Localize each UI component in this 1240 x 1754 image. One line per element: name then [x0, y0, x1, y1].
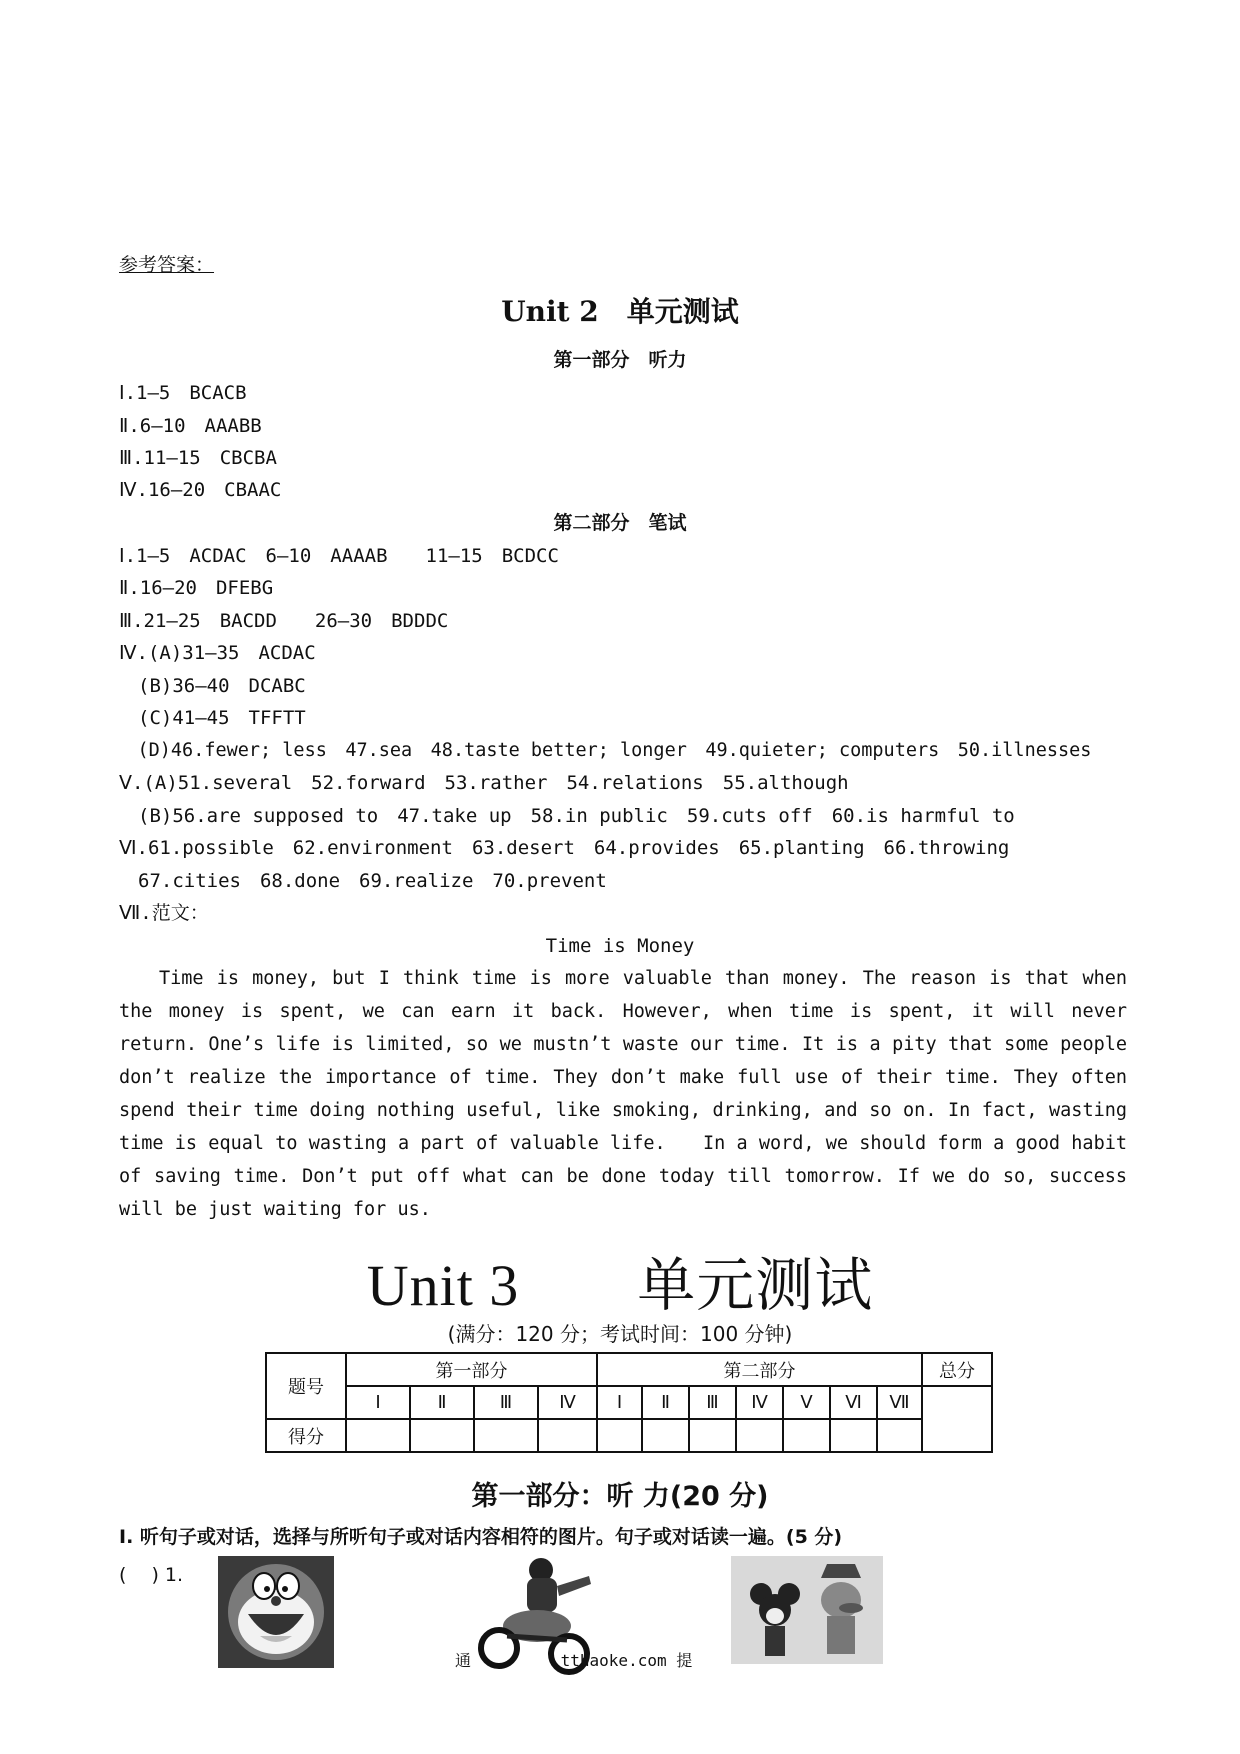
table-col-header: Ⅱ — [642, 1386, 689, 1419]
unit2-title: Unit 2 单元测试 — [501, 295, 739, 328]
table-col-header: Ⅲ — [689, 1386, 736, 1419]
score-table — [265, 1352, 993, 1453]
table-col-header: Ⅰ — [597, 1386, 642, 1419]
score-cell[interactable] — [830, 1419, 877, 1452]
table-col-header: Ⅳ — [538, 1386, 597, 1419]
question-instruction: Ⅰ. 听句子或对话，选择与所听句子或对话内容相符的图片。句子或对话读一遍。(5 分) — [119, 1526, 843, 1548]
answer-line: (B)56.are supposed to 47.take up 58.in public 59.cuts off 60.is harmful to — [119, 805, 1015, 827]
table-col-header: Ⅳ — [736, 1386, 783, 1419]
table-total-header: 总分 — [922, 1353, 992, 1386]
table-row-label: 得分 — [266, 1419, 346, 1452]
table-row-label: 题号 — [266, 1353, 346, 1419]
score-cell[interactable] — [783, 1419, 830, 1452]
cartoon-face-picture — [218, 1556, 334, 1668]
table-total-cell[interactable] — [922, 1386, 992, 1452]
unit2-part1-heading: 第一部分 听力 — [553, 349, 687, 371]
score-cell[interactable] — [689, 1419, 736, 1452]
unit2-part2-heading: 第二部分 笔试 — [553, 512, 687, 534]
answer-line: Ⅳ.(A)31—35 ACDAC — [119, 642, 316, 664]
essay-title: Time is Money — [545, 935, 695, 957]
reference-answer-label: 参考答案： — [119, 254, 215, 276]
footer-text: 通 tthaoke.com 提 — [455, 1651, 693, 1670]
score-cell[interactable] — [410, 1419, 474, 1452]
answer-line: Ⅲ.21—25 BACDD 26—30 BDDDC — [119, 610, 449, 632]
cartoon-characters-picture — [731, 1556, 883, 1664]
score-cell[interactable] — [736, 1419, 783, 1452]
table-col-header: Ⅰ — [346, 1386, 410, 1419]
answer-line: Ⅱ.16—20 DFEBG — [119, 577, 274, 599]
question-1-label: ( ) 1. — [119, 1564, 184, 1586]
table-part2-header: 第二部分 — [597, 1353, 922, 1386]
score-cell[interactable] — [538, 1419, 597, 1452]
answer-line: Ⅲ.11—15 CBCBA — [119, 447, 277, 469]
score-cell[interactable] — [597, 1419, 642, 1452]
table-col-header: Ⅲ — [474, 1386, 538, 1419]
table-col-header: Ⅱ — [410, 1386, 474, 1419]
table-part1-header: 第一部分 — [346, 1353, 597, 1386]
answer-line: 67.cities 68.done 69.realize 70.prevent — [119, 870, 607, 892]
answer-line: Ⅱ.6—10 AAABB — [119, 415, 262, 437]
answer-line: (D)46.fewer; less 47.sea 48.taste better; longer 49.quieter; computers 50.illnesses — [119, 740, 1092, 761]
answer-line: Ⅰ.1—5 BCACB — [119, 382, 247, 404]
score-cell[interactable] — [346, 1419, 410, 1452]
score-cell[interactable] — [474, 1419, 538, 1452]
answer-line: (B)36—40 DCABC — [119, 675, 306, 697]
table-col-header: Ⅶ — [877, 1386, 922, 1419]
answer-line: Ⅶ.范文： — [119, 902, 209, 924]
essay-body: Time is money, but I think time is more valuable than money. The reason is that when the money is spent, we can earn it back. However, when time is spent, it will never return. One’s life is limited, so we mustn’t waste our time. It is a pity that some people don’t realize the importance of time. They don’t make full use of their time. They often spend their time doing nothing useful, like smoking, drinking, and so on. In fact, wasting time is equal to wasting a part of valuable life. In a word, we should form a good habit of saving time. Don’t put off what can be done today till tomorrow. If we do so, success will be just waiting for us. — [119, 968, 1127, 1220]
unit3-subtitle: (满分：120 分；考试时间：100 分钟) — [447, 1322, 793, 1346]
answer-line: (C)41—45 TFFTT — [119, 707, 306, 729]
listening-heading: 第一部分：听 力(20 分) — [471, 1481, 769, 1512]
answer-line: Ⅰ.1—5 ACDAC 6—10 AAAAB 11—15 BCDCC — [119, 545, 559, 567]
score-cell[interactable] — [642, 1419, 689, 1452]
answer-line: Ⅵ.61.possible 62.environment 63.desert 64.provides 65.planting 66.throwing — [119, 837, 1010, 859]
answer-line: Ⅳ.16—20 CBAAC — [119, 479, 282, 501]
answer-line: Ⅴ.(A)51.several 52.forward 53.rather 54.relations 55.although — [119, 772, 849, 794]
table-col-header: Ⅴ — [783, 1386, 830, 1419]
table-col-header: Ⅵ — [830, 1386, 877, 1419]
unit3-title: Unit 3 单元测试 — [366, 1253, 874, 1318]
score-cell[interactable] — [877, 1419, 922, 1452]
